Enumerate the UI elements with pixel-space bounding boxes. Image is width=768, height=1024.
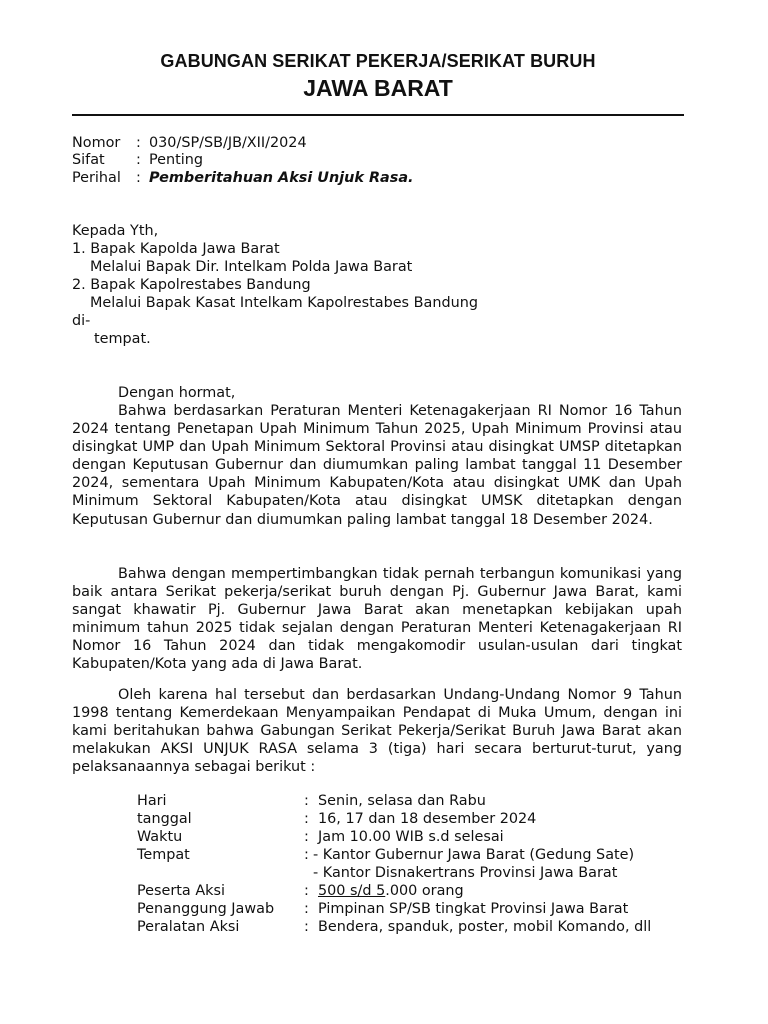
peserta-label: Peserta Aksi — [137, 883, 225, 899]
paragraph-1-text: Bahwa berdasarkan Peraturan Menteri Ketenagakerjaan RI Nomor 16 Tahun 2024 tentang Penetapan Upah Minimum Tahun 2025, Upah Minimum Provinsi atau disingkat UMP dan Upah Minimum Sektoral Provinsi atau disingkat UMSP ditetapkan dengan Keputusan Gubernur dan diumumkan paling lambat tanggal 11 Desember 2024, sementara Upah Minimum Kabupaten/Kota atau disingkat UMK dan Upah Minimum Sektoral Kabupaten/Kota atau disingkat UMSK ditetapkan dengan Keputusan Gubernur dan diumumkan paling lambat tanggal 18 Desember 2024. — [72, 403, 682, 528]
paragraph-3-text: Oleh karena hal tersebut dan berdasarkan Undang-Undang Nomor 9 Tahun 1998 tentang Kemerdekaan Menyampaikan Pendapat di Muka Umum, dengan ini kami beritahukan bahwa Gabungan Serikat Pekerja/Serikat Buruh Jawa Barat akan melakukan AKSI UNJUK RASA selama 3 (tiga) hari secara berturut-turut, yang pelaksanaannya sebagai berikut : — [72, 687, 682, 776]
recipient-2: 2. Bapak Kapolrestabes Bandung — [72, 277, 311, 293]
paragraph-2-text: Bahwa dengan mempertimbangkan tidak pernah terbangun komunikasi yang baik antara Serikat pekerja/serikat buruh dengan Pj. Gubernur Jawa Barat, kami sangat khawatir Pj. Gubernur Jawa Barat akan menetapkan kebijakan upah minimum tahun 2025 tidak sejalan dengan Peraturan Menteri Ketenagakerjaan RI Nomor 16 Tahun 2024 dan tidak mengakomodir usulan-usulan dari tingkat Kabupaten/Kota yang ada di Jawa Barat. — [72, 566, 682, 673]
penanggung-jawab-label: Penanggung Jawab — [137, 901, 275, 917]
peserta-value-rest: .000 orang — [385, 883, 464, 899]
waktu-colon: : — [304, 829, 309, 845]
tempat-value-2: - Kantor Disnakertrans Provinsi Jawa Barat — [313, 865, 618, 881]
penanggung-jawab-value: Pimpinan SP/SB tingkat Provinsi Jawa Barat — [318, 901, 629, 917]
sifat-label: Sifat — [72, 152, 105, 168]
org-name-line1: GABUNGAN SERIKAT PEKERJA/SERIKAT BURUH — [160, 51, 596, 71]
tanggal-label: tanggal — [137, 811, 192, 827]
recipient-1: 1. Bapak Kapolda Jawa Barat — [72, 241, 280, 257]
recipient-2-via: Melalui Bapak Kasat Intelkam Kapolrestabes Bandung — [90, 295, 478, 311]
peralatan-value: Bendera, spanduk, poster, mobil Komando, dll — [318, 919, 652, 935]
header-divider — [72, 114, 684, 116]
hari-value: Senin, selasa dan Rabu — [318, 793, 486, 809]
nomor-colon: : — [136, 135, 141, 151]
recipient-di: di- — [72, 313, 91, 329]
perihal-label: Perihal — [72, 170, 121, 186]
waktu-value: Jam 10.00 WIB s.d selesai — [318, 829, 504, 845]
waktu-label: Waktu — [137, 829, 183, 845]
recipient-tempat: tempat. — [94, 331, 151, 347]
salutation: Dengan hormat, — [118, 385, 236, 401]
peserta-value-underlined: 500 s/d 5 — [318, 883, 386, 899]
peserta-colon: : — [304, 883, 309, 899]
nomor-value: 030/SP/SB/JB/XII/2024 — [149, 135, 307, 151]
penanggung-jawab-colon: : — [304, 901, 309, 917]
tanggal-colon: : — [304, 811, 309, 827]
sifat-value: Penting — [149, 152, 204, 168]
sifat-colon: : — [136, 152, 141, 168]
tempat-label: Tempat — [137, 847, 190, 863]
recipient-1-via: Melalui Bapak Dir. Intelkam Polda Jawa Barat — [90, 259, 413, 275]
perihal-colon: : — [136, 170, 141, 186]
tempat-colon: : — [304, 847, 309, 863]
perihal-value: Pemberitahuan Aksi Unjuk Rasa. — [149, 170, 414, 186]
org-name-line2: JAWA BARAT — [303, 75, 453, 101]
letterhead — [72, 50, 684, 102]
hari-label: Hari — [137, 793, 167, 809]
peserta-value — [318, 882, 464, 900]
peralatan-colon: : — [304, 919, 309, 935]
tanggal-value: 16, 17 dan 18 desember 2024 — [318, 811, 537, 827]
recipient-greeting: Kepada Yth, — [72, 223, 159, 239]
body-paragraph-3 — [72, 686, 682, 776]
hari-colon: : — [304, 793, 309, 809]
peralatan-label: Peralatan Aksi — [137, 919, 240, 935]
tempat-value-1: - Kantor Gubernur Jawa Barat (Gedung Sate) — [313, 847, 635, 863]
body-paragraph-1 — [72, 402, 682, 529]
nomor-label: Nomor — [72, 135, 121, 151]
body-paragraph-2 — [72, 565, 682, 674]
